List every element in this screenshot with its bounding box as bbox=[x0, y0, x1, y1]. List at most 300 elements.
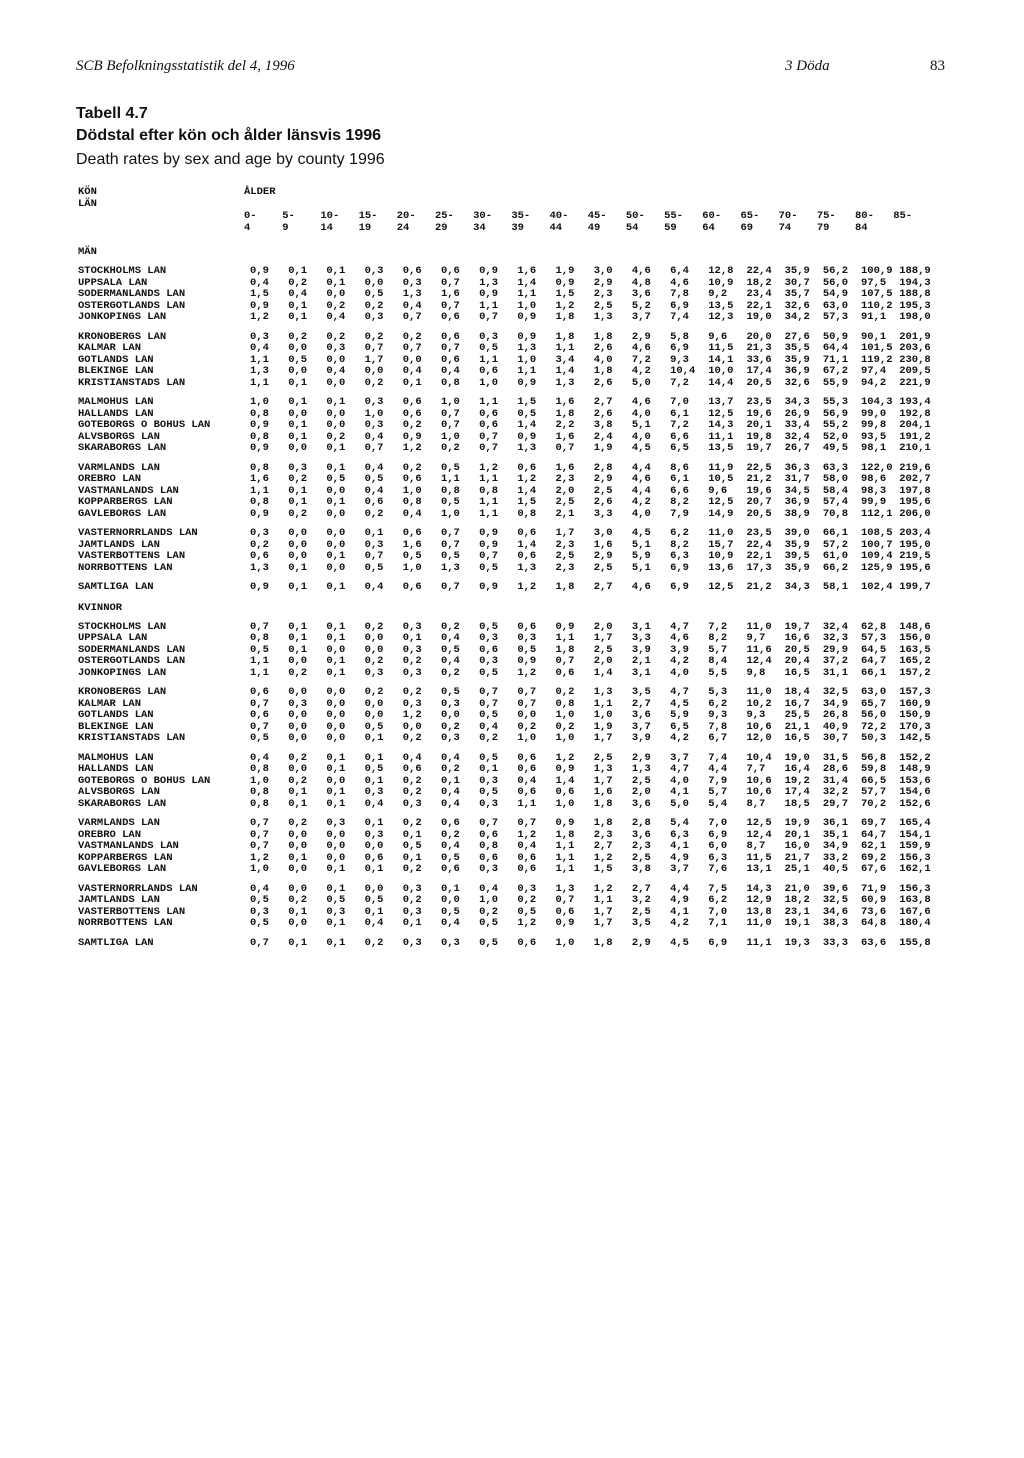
cell-value: 0,2 bbox=[440, 763, 460, 775]
age-group-from: 75- bbox=[816, 210, 836, 222]
cell-value: 34,9 bbox=[822, 840, 849, 852]
cell-value: 0,3 bbox=[440, 697, 460, 710]
cell-value: 0,1 bbox=[288, 851, 308, 864]
cell-value: 1,9 bbox=[593, 442, 613, 454]
cell-value: 152,2 bbox=[899, 751, 931, 764]
table-row bbox=[78, 938, 937, 950]
cell-value: 1,1 bbox=[479, 396, 499, 408]
age-group-to: 54 bbox=[625, 222, 639, 234]
cell-value: 0,6 bbox=[402, 581, 422, 593]
age-group-from: 40- bbox=[549, 210, 569, 222]
cell-value: 19,9 bbox=[784, 817, 810, 829]
cell-value: 0,1 bbox=[326, 396, 346, 408]
cell-value: 0,6 bbox=[440, 863, 460, 875]
cell-value: 0,7 bbox=[250, 720, 269, 733]
row-values bbox=[250, 656, 937, 668]
cell-value: 10,5 bbox=[708, 473, 734, 485]
cell-value: 4,5 bbox=[670, 936, 689, 949]
cell-value: 0,3 bbox=[402, 276, 422, 289]
label-lan: LÄN bbox=[78, 198, 97, 210]
cell-value: 32,5 bbox=[822, 894, 849, 906]
cell-value: 6,9 bbox=[670, 342, 689, 354]
cell-value: 90,1 bbox=[861, 330, 887, 343]
cell-value: 0,0 bbox=[326, 507, 346, 520]
cell-value: 16,7 bbox=[784, 697, 810, 710]
table-row bbox=[78, 918, 937, 930]
cell-value: 0,0 bbox=[326, 288, 346, 300]
cell-value: 0,6 bbox=[440, 311, 460, 323]
cell-value: 0,8 bbox=[517, 507, 537, 520]
row-values bbox=[250, 764, 937, 776]
cell-value: 12,4 bbox=[746, 828, 772, 841]
cell-value: 0,0 bbox=[288, 442, 308, 454]
row-values bbox=[250, 509, 937, 521]
cell-value: 3,1 bbox=[631, 620, 651, 633]
cell-value: 0,0 bbox=[326, 686, 346, 698]
cell-value: 0,9 bbox=[517, 311, 537, 323]
cell-value: 0,1 bbox=[288, 632, 308, 644]
cell-value: 16,5 bbox=[784, 666, 810, 679]
cell-value: 0,0 bbox=[288, 720, 308, 733]
cell-value: 66,2 bbox=[822, 561, 849, 574]
cell-value: 32,6 bbox=[784, 376, 810, 389]
cell-value: 199,7 bbox=[899, 581, 931, 593]
cell-value: 21,7 bbox=[784, 851, 810, 864]
cell-value: 150,9 bbox=[899, 709, 931, 721]
section-men bbox=[78, 246, 937, 594]
cell-value: 0,1 bbox=[326, 550, 346, 562]
cell-value: 0,4 bbox=[364, 484, 384, 497]
cell-value: 0,6 bbox=[402, 473, 422, 485]
cell-value: 202,7 bbox=[899, 473, 931, 485]
cell-value: 2,3 bbox=[593, 828, 613, 841]
cell-value: 0,2 bbox=[288, 894, 308, 906]
cell-value: 0,4 bbox=[250, 751, 269, 764]
cell-value: 7,9 bbox=[670, 507, 689, 520]
cell-value: 57,3 bbox=[861, 632, 887, 644]
cell-value: 1,1 bbox=[517, 797, 537, 810]
cell-value: 11,0 bbox=[708, 527, 734, 539]
age-group-to: 34 bbox=[473, 222, 486, 234]
cell-value: 1,4 bbox=[555, 774, 575, 787]
cell-value: 1,1 bbox=[593, 894, 613, 906]
cell-value: 0,6 bbox=[517, 620, 537, 633]
cell-value: 0,3 bbox=[364, 538, 384, 551]
cell-value: 1,2 bbox=[517, 828, 537, 841]
cell-value: 4,1 bbox=[670, 786, 689, 798]
table-row bbox=[78, 733, 937, 745]
cell-value: 5,5 bbox=[708, 666, 728, 679]
cell-value: 0,3 bbox=[517, 882, 537, 895]
cell-value: 99,8 bbox=[861, 419, 887, 431]
cell-value: 0,0 bbox=[326, 407, 346, 420]
table-row bbox=[78, 266, 937, 278]
cell-value: 0,0 bbox=[288, 550, 308, 562]
cell-value: 11,1 bbox=[746, 936, 772, 949]
cell-value: 4,0 bbox=[631, 430, 651, 443]
cell-value: 0,5 bbox=[288, 353, 308, 366]
cell-value: 57,2 bbox=[822, 538, 849, 551]
cell-value: 152,6 bbox=[899, 797, 931, 810]
cell-value: 0,9 bbox=[555, 620, 575, 633]
table-row bbox=[78, 799, 937, 811]
cell-value: 0,1 bbox=[364, 732, 384, 744]
cell-value: 20,0 bbox=[746, 330, 772, 343]
age-group-to: 24 bbox=[396, 222, 410, 234]
cell-value: 1,1 bbox=[593, 697, 613, 710]
table-row bbox=[78, 710, 937, 722]
cell-value: 0,7 bbox=[440, 299, 460, 312]
cell-value: 0,7 bbox=[440, 581, 460, 593]
age-group-from: 55- bbox=[664, 210, 683, 222]
cell-value: 1,0 bbox=[402, 561, 422, 574]
cell-value: 0,7 bbox=[517, 697, 537, 710]
age-group-header bbox=[740, 210, 778, 234]
cell-value: 54,9 bbox=[822, 288, 849, 300]
cell-value: 55,3 bbox=[822, 396, 849, 408]
cell-value: 0,7 bbox=[555, 894, 575, 906]
cell-value: 0,3 bbox=[402, 797, 422, 810]
cell-value: 2,7 bbox=[593, 840, 613, 852]
cell-value: 0,0 bbox=[288, 882, 308, 895]
age-group-from: 60- bbox=[702, 210, 722, 222]
cell-value: 1,5 bbox=[593, 863, 613, 875]
cell-value: 1,0 bbox=[440, 430, 460, 443]
cell-value: 1,6 bbox=[593, 786, 613, 798]
cell-value: 112,1 bbox=[861, 507, 893, 520]
cell-value: 0,1 bbox=[326, 763, 346, 775]
cell-value: 56,0 bbox=[822, 276, 849, 289]
cell-value: 0,7 bbox=[364, 342, 384, 354]
cell-value: 64,7 bbox=[861, 655, 887, 667]
age-group-header bbox=[397, 210, 435, 234]
cell-value: 6,5 bbox=[670, 442, 689, 454]
cell-value: 0,3 bbox=[326, 342, 346, 354]
table-row bbox=[78, 895, 937, 907]
cell-value: 0,2 bbox=[517, 894, 537, 906]
cell-value: 148,9 bbox=[899, 763, 931, 775]
cell-value: 8,6 bbox=[670, 461, 689, 474]
cell-value: 1,8 bbox=[555, 330, 575, 343]
cell-value: 1,3 bbox=[517, 442, 537, 454]
cell-value: 0,0 bbox=[288, 709, 308, 721]
cell-value: 159,9 bbox=[899, 840, 931, 852]
cell-value: 5,9 bbox=[670, 709, 689, 721]
cell-value: 0,4 bbox=[402, 507, 422, 520]
cell-value: 2,9 bbox=[593, 473, 613, 485]
cell-value: 0,6 bbox=[479, 643, 499, 656]
cell-value: 16,0 bbox=[784, 840, 810, 852]
cell-value: 0,6 bbox=[479, 851, 499, 864]
cell-value: 0,3 bbox=[402, 620, 422, 633]
cell-value: 0,0 bbox=[326, 561, 346, 574]
cell-value: 7,5 bbox=[708, 882, 728, 895]
county-group bbox=[78, 818, 937, 876]
county-group bbox=[78, 884, 937, 930]
cell-value: 0,7 bbox=[250, 817, 269, 829]
cell-value: 34,9 bbox=[822, 697, 849, 710]
cell-value: 0,6 bbox=[555, 905, 575, 918]
cell-value: 0,6 bbox=[479, 419, 499, 431]
cell-value: 71,9 bbox=[861, 882, 887, 895]
cell-value: 3,9 bbox=[631, 732, 651, 744]
cell-value: 4,4 bbox=[631, 461, 651, 474]
cell-value: 1,6 bbox=[555, 461, 575, 474]
row-values bbox=[250, 551, 937, 563]
cell-value: 0,5 bbox=[479, 751, 499, 764]
cell-value: 4,7 bbox=[670, 686, 689, 698]
cell-value: 0,3 bbox=[364, 265, 384, 277]
cell-value: 0,2 bbox=[555, 686, 575, 698]
cell-value: 22,4 bbox=[746, 538, 772, 551]
cell-value: 0,0 bbox=[326, 709, 346, 721]
county-name: MALMÖHUS LÄN bbox=[78, 752, 154, 764]
cell-value: 153,6 bbox=[899, 774, 931, 787]
cell-value: 20,4 bbox=[784, 655, 810, 667]
cell-value: 0,0 bbox=[326, 774, 346, 787]
cell-value: 0,4 bbox=[250, 882, 269, 895]
cell-value: 1,3 bbox=[593, 311, 613, 323]
cell-value: 157,2 bbox=[899, 666, 931, 679]
row-values bbox=[250, 918, 937, 930]
county-name: ÖREBRO LÄN bbox=[78, 474, 142, 485]
cell-value: 7,0 bbox=[708, 905, 728, 918]
cell-value: 5,7 bbox=[708, 786, 728, 798]
county-name: SKARABORGS LÄN bbox=[78, 443, 167, 454]
cell-value: 0,2 bbox=[288, 817, 308, 829]
cell-value: 36,1 bbox=[822, 817, 849, 829]
cell-value: 11,0 bbox=[746, 917, 772, 929]
cell-value: 4,5 bbox=[631, 527, 651, 539]
cell-value: 63,6 bbox=[861, 936, 887, 949]
cell-value: 4,1 bbox=[670, 905, 689, 918]
cell-value: 0,4 bbox=[440, 917, 460, 929]
cell-value: 167,6 bbox=[899, 905, 931, 918]
cell-value: 5,0 bbox=[670, 797, 689, 810]
cell-value: 0,2 bbox=[364, 299, 384, 312]
cell-value: 0,5 bbox=[479, 620, 499, 633]
cell-value: 0,7 bbox=[479, 311, 499, 323]
row-values bbox=[250, 474, 937, 486]
age-group-header bbox=[550, 210, 588, 234]
cell-value: 0,3 bbox=[250, 330, 269, 343]
cell-value: 1,4 bbox=[593, 666, 613, 679]
cell-value: 1,3 bbox=[555, 376, 575, 389]
cell-value: 10,4 bbox=[746, 751, 772, 764]
cell-value: 0,7 bbox=[250, 828, 269, 841]
cell-value: 1,3 bbox=[250, 365, 269, 377]
cell-value: 0,5 bbox=[364, 763, 384, 775]
cell-value: 1,0 bbox=[555, 936, 575, 949]
cell-value: 17,3 bbox=[746, 561, 772, 574]
cell-value: 71,1 bbox=[822, 353, 849, 366]
cell-value: 66,1 bbox=[822, 527, 849, 539]
table-row bbox=[78, 841, 937, 853]
cell-value: 0,3 bbox=[402, 643, 422, 656]
cell-value: 0,4 bbox=[440, 797, 460, 810]
cell-value: 21,0 bbox=[784, 882, 810, 895]
cell-value: 0,4 bbox=[479, 882, 499, 895]
row-values bbox=[250, 397, 937, 409]
cell-value: 1,0 bbox=[555, 709, 575, 721]
table-header bbox=[78, 180, 937, 240]
cell-value: 1,1 bbox=[440, 473, 460, 485]
cell-value: 1,4 bbox=[517, 538, 537, 551]
county-name: SAMTLIGA LÄN bbox=[78, 582, 154, 593]
cell-value: 0,7 bbox=[479, 697, 499, 710]
cell-value: 0,6 bbox=[250, 709, 269, 721]
cell-value: 0,5 bbox=[364, 561, 384, 574]
county-name: ÖREBRO LÄN bbox=[78, 829, 142, 841]
cell-value: 6,3 bbox=[670, 550, 689, 562]
cell-value: 4,4 bbox=[631, 484, 651, 497]
cell-value: 4,0 bbox=[631, 407, 651, 420]
table-row bbox=[78, 551, 937, 563]
cell-value: 32,6 bbox=[784, 299, 810, 312]
cell-value: 0,5 bbox=[250, 643, 269, 656]
county-name: KOPPARBERGS LÄN bbox=[78, 497, 173, 508]
cell-value: 0,0 bbox=[364, 365, 384, 377]
cell-value: 12,5 bbox=[708, 407, 734, 420]
cell-value: 16,5 bbox=[784, 732, 810, 744]
cell-value: 13,7 bbox=[708, 396, 734, 408]
age-group-header bbox=[435, 210, 473, 234]
cell-value: 0,3 bbox=[479, 863, 499, 875]
cell-value: 35,1 bbox=[822, 828, 849, 841]
county-name: KRONOBERGS LÄN bbox=[78, 331, 167, 343]
cell-value: 6,6 bbox=[670, 430, 689, 443]
cell-value: 221,9 bbox=[899, 376, 931, 389]
age-group-from: 25- bbox=[434, 210, 454, 222]
cell-value: 8,2 bbox=[670, 496, 689, 508]
cell-value: 0,2 bbox=[402, 686, 422, 698]
cell-value: 0,7 bbox=[479, 430, 499, 443]
cell-value: 9,3 bbox=[708, 709, 728, 721]
cell-value: 14,9 bbox=[708, 507, 734, 520]
cell-value: 1,2 bbox=[402, 442, 422, 454]
cell-value: 0,2 bbox=[288, 473, 308, 485]
cell-value: 40,9 bbox=[822, 720, 849, 733]
cell-value: 0,6 bbox=[479, 828, 499, 841]
cell-value: 1,8 bbox=[555, 311, 575, 323]
cell-value: 1,6 bbox=[593, 538, 613, 551]
cell-value: 104,3 bbox=[861, 396, 893, 408]
cell-value: 1,1 bbox=[250, 353, 269, 366]
cell-value: 34,6 bbox=[822, 905, 849, 918]
county-name: VÄSTMANLANDS LÄN bbox=[78, 841, 179, 852]
cell-value: 0,1 bbox=[364, 774, 384, 787]
cell-value: 4,6 bbox=[631, 396, 651, 408]
cell-value: 100,9 bbox=[861, 265, 893, 277]
cell-value: 108,5 bbox=[861, 527, 893, 539]
cell-value: 12,9 bbox=[746, 894, 772, 906]
county-name: KALMAR LÄN bbox=[78, 698, 142, 710]
cell-value: 11,5 bbox=[746, 851, 772, 864]
cell-value: 2,5 bbox=[593, 751, 613, 764]
cell-value: 1,8 bbox=[593, 936, 613, 949]
cell-value: 1,2 bbox=[517, 581, 537, 593]
cell-value: 0,3 bbox=[479, 797, 499, 810]
age-group-from: 45- bbox=[587, 210, 607, 222]
cell-value: 0,5 bbox=[250, 894, 269, 906]
county-name: HALLANDS LÄN bbox=[78, 408, 154, 420]
cell-value: 0,0 bbox=[326, 419, 346, 431]
cell-value: 0,1 bbox=[364, 817, 384, 829]
cell-value: 0,6 bbox=[402, 527, 422, 539]
cell-value: 170,3 bbox=[899, 720, 931, 733]
cell-value: 162,1 bbox=[899, 863, 931, 875]
row-values bbox=[250, 420, 937, 432]
cell-value: 1,2 bbox=[402, 709, 422, 721]
cell-value: 1,1 bbox=[250, 376, 269, 389]
cell-value: 98,1 bbox=[861, 442, 887, 454]
cell-value: 0,4 bbox=[440, 632, 460, 644]
cell-value: 2,0 bbox=[555, 484, 575, 497]
cell-value: 4,0 bbox=[593, 353, 613, 366]
cell-value: 56,9 bbox=[822, 407, 849, 420]
county-name: STOCKHOLMS LÄN bbox=[78, 621, 167, 633]
cell-value: 0,0 bbox=[288, 686, 308, 698]
cell-value: 1,1 bbox=[250, 655, 269, 667]
cell-value: 1,2 bbox=[555, 751, 575, 764]
cell-value: 109,4 bbox=[861, 550, 893, 562]
cell-value: 6,2 bbox=[670, 527, 689, 539]
age-group-from: 0- bbox=[244, 210, 257, 222]
age-group-header bbox=[626, 210, 664, 234]
cell-value: 0,2 bbox=[402, 817, 422, 829]
cell-value: 34,3 bbox=[784, 396, 810, 408]
cell-value: 70,8 bbox=[822, 507, 849, 520]
row-values bbox=[250, 818, 937, 830]
cell-value: 2,5 bbox=[631, 851, 651, 864]
cell-value: 8,7 bbox=[746, 840, 766, 852]
cell-value: 1,5 bbox=[517, 396, 537, 408]
cell-value: 2,3 bbox=[555, 561, 575, 574]
cell-value: 0,1 bbox=[288, 265, 308, 277]
age-group-from: 20- bbox=[396, 210, 416, 222]
cell-value: 0,4 bbox=[364, 430, 384, 443]
cell-value: 13,5 bbox=[708, 299, 734, 312]
cell-value: 14,3 bbox=[708, 419, 734, 431]
cell-value: 13,8 bbox=[746, 905, 772, 918]
age-group-headers bbox=[244, 210, 931, 234]
county-name: KRISTIANSTADS LÄN bbox=[78, 377, 186, 389]
cell-value: 33,2 bbox=[822, 851, 849, 864]
cell-value: 0,0 bbox=[326, 732, 346, 744]
cell-value: 4,8 bbox=[631, 276, 651, 289]
age-group-header bbox=[702, 210, 740, 234]
cell-value: 2,6 bbox=[593, 342, 613, 354]
cell-value: 0,3 bbox=[326, 905, 346, 918]
cell-value: 23,4 bbox=[746, 288, 772, 300]
cell-value: 0,4 bbox=[440, 786, 460, 798]
table-row bbox=[78, 397, 937, 409]
row-values bbox=[250, 312, 937, 324]
cell-value: 11,1 bbox=[708, 430, 734, 443]
county-name: NORRBOTTENS LÄN bbox=[78, 562, 173, 574]
cell-value: 1,8 bbox=[555, 407, 575, 420]
row-values bbox=[250, 864, 937, 876]
cell-value: 3,3 bbox=[593, 507, 613, 520]
cell-value: 4,6 bbox=[670, 276, 689, 289]
cell-value: 0,6 bbox=[402, 407, 422, 420]
cell-value: 73,6 bbox=[861, 905, 887, 918]
cell-value: 20,1 bbox=[746, 419, 772, 431]
cell-value: 0,0 bbox=[364, 840, 384, 852]
cell-value: 99,0 bbox=[861, 407, 887, 420]
cell-value: 50,9 bbox=[822, 330, 849, 343]
cell-value: 0,7 bbox=[402, 311, 422, 323]
